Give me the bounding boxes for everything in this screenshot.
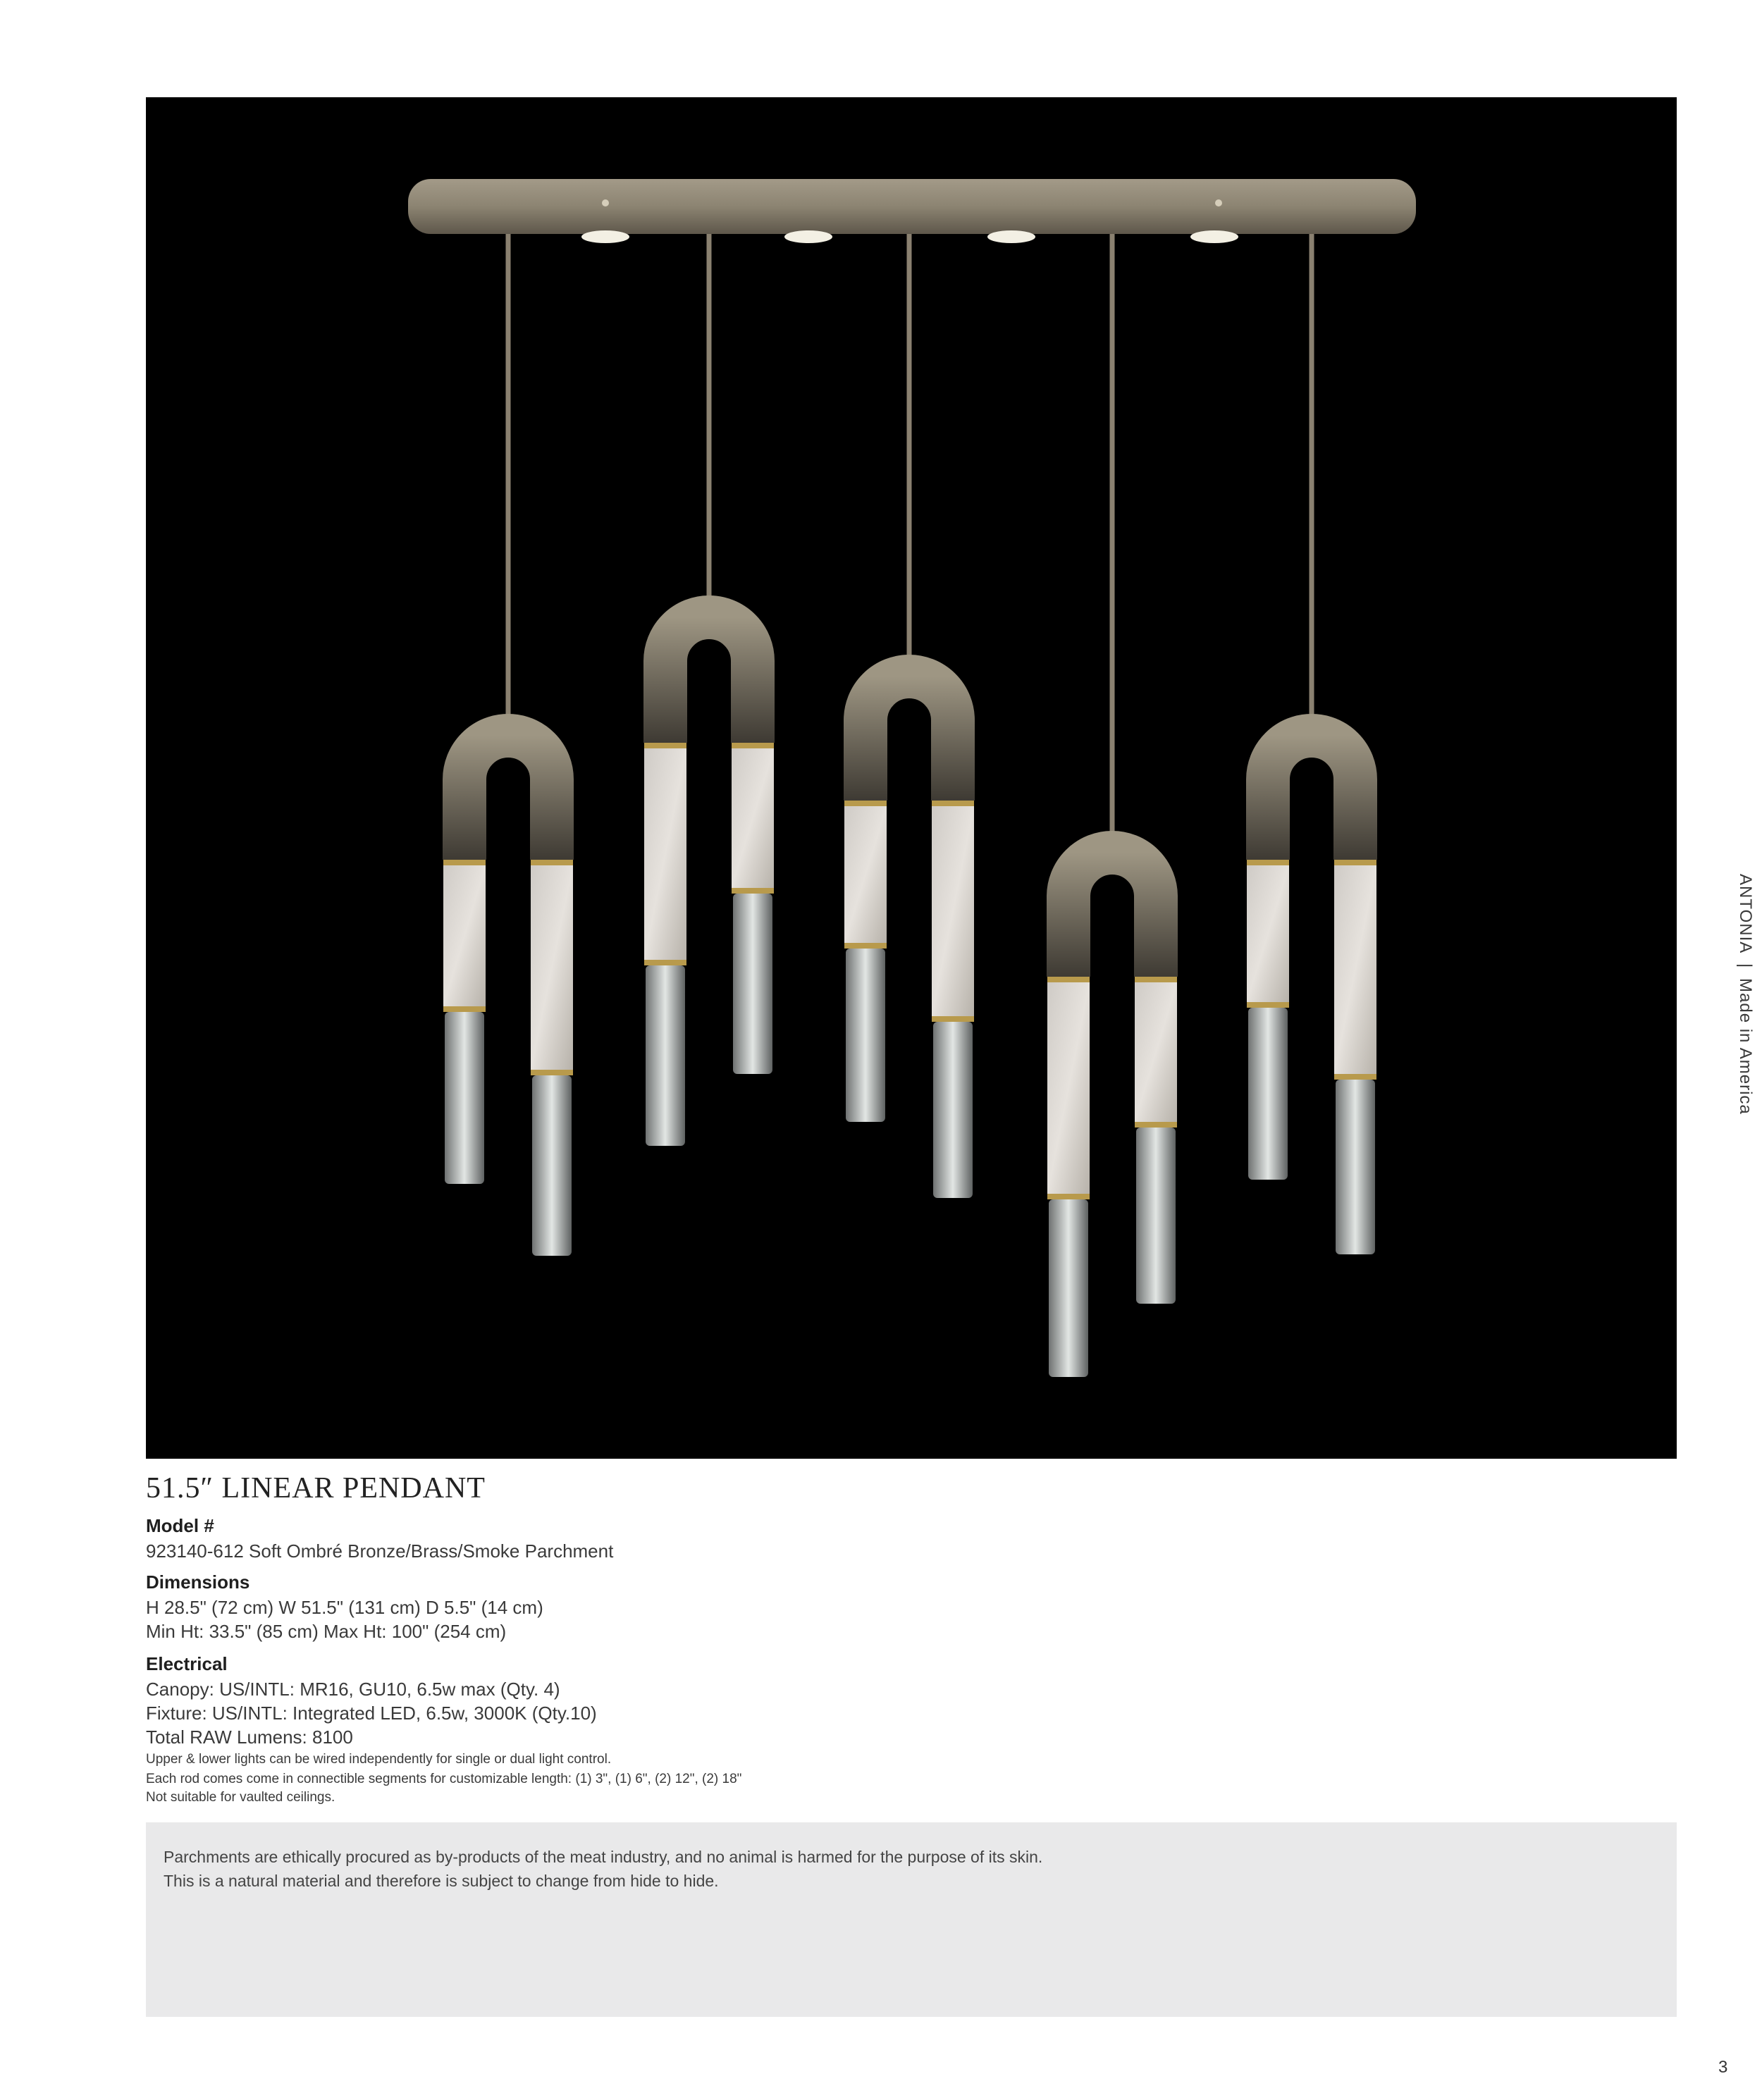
collection-name: ANTONIA (1736, 874, 1755, 954)
model-value: 923140-612 Soft Ombré Bronze/Brass/Smoke Parchment (146, 1540, 614, 1562)
pendant-5 (1247, 234, 1376, 1254)
electrical-line-2: Fixture: US/INTL: Integrated LED, 6.5w, 3000K (Qty.10) (146, 1703, 597, 1724)
dimensions-line-1: H 28.5" (72 cm) W 51.5" (131 cm) D 5.5" (14 cm) (146, 1597, 543, 1618)
canopy-downlight (581, 230, 629, 243)
electrical-line-3: Total RAW Lumens: 8100 (146, 1727, 353, 1748)
canopy-screw (1215, 199, 1222, 206)
pendant-1 (443, 234, 573, 1256)
canopy-screw (602, 199, 609, 206)
electrical-line-1: Canopy: US/INTL: MR16, GU10, 6.5w max (Qty. 4) (146, 1679, 560, 1700)
product-title: 51.5″ LINEAR PENDANT (146, 1472, 486, 1505)
electrical-note-1: Upper & lower lights can be wired independently for single or dual light control. (146, 1752, 612, 1767)
pendant-3 (844, 234, 974, 1198)
pendant-2 (644, 234, 774, 1146)
dimensions-line-2: Min Ht: 33.5" (85 cm) Max Ht: 100" (254 cm) (146, 1621, 507, 1642)
collection-side-label (1713, 874, 1755, 1142)
canopy-downlight (1190, 230, 1238, 243)
canopy (408, 179, 1416, 234)
notice-line-2: This is a natural material and therefore is subject to change from hide to hide. (164, 1872, 719, 1890)
notice-line-1: Parchments are ethically procured as by-products of the meat industry, and no animal is harmed for the purpose of its skin. (164, 1848, 1043, 1866)
canopy-downlight (987, 230, 1035, 243)
page-number: 3 (1718, 2058, 1728, 2077)
side-label-separator: | (1736, 963, 1755, 969)
electrical-note-3: Not suitable for vaulted ceilings. (146, 1790, 335, 1805)
parchment-notice (146, 1822, 1677, 2017)
pendant-4 (1047, 234, 1177, 1377)
model-heading: Model # (146, 1515, 214, 1536)
product-photo (146, 97, 1677, 1459)
dimensions-heading: Dimensions (146, 1571, 250, 1593)
origin-label: Made in America (1736, 978, 1755, 1116)
canopy-downlight (784, 230, 832, 243)
electrical-heading: Electrical (146, 1653, 228, 1674)
electrical-note-2: Each rod comes come in connectible segments for customizable length: (1) 3", (1) 6", (2) 12", (2) 18" (146, 1772, 742, 1786)
pendant-illustration (146, 97, 1677, 1459)
